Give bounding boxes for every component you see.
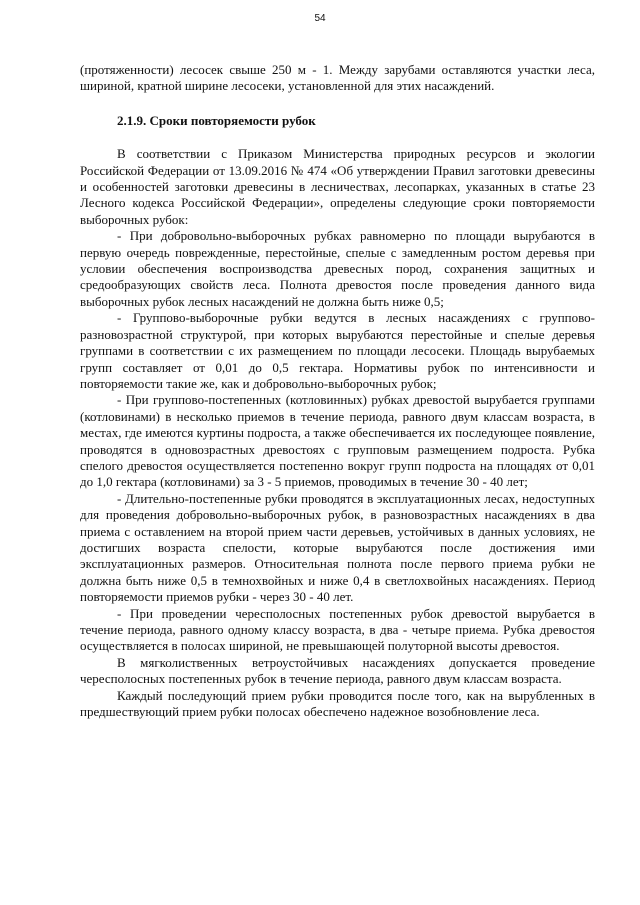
intro-paragraph: (протяженности) лесосек свыше 250 м - 1. Между зарубами оставляются участки леса, шириной, кратной ширине лесосеки, установленной для этих насаждений. — [80, 62, 595, 94]
paragraph-group-gradual: - При группово-постепенных (котловинных) рубках древостой вырубается группами (котловинами) в несколько приемов в течение периода, равного двум классам возраста, в местах, где имеются куртины подроста, а также обеспечивается их последующее появление, проводятся в одновозрастных древостоях с групповым размещением подроста. Рубка спелого древостоя осуществляется постепенно вокруг групп подроста на площадях от 0,01 до 1,0 гектара (котловинами) за 3 - 5 приемов, проводимых в течение 30 - 40 лет; — [80, 392, 595, 490]
paragraph-voluntary-selective: - При добровольно-выборочных рубках равномерно по площади вырубаются в первую очередь поврежденные, перестойные, спелые с замедленным ростом деревья при условии обеспечения воспроизводства древесных пород, сохранения защитных и средообразующих свойств леса. Полнота древостоя после проведения данного вида выборочных рубок лесных насаждений не должна быть ниже 0,5; — [80, 228, 595, 309]
page-number: 54 — [314, 13, 326, 24]
paragraph-subsequent-cut: Каждый последующий прием рубки проводится после того, как на вырубленных в предшествующий прием рубки полосах обеспечено надежное возобновление леса. — [80, 687, 595, 720]
paragraph-group-selective: - Группово-выборочные рубки ведутся в лесных насаждениях с группово-разновозрастной структурой, при которых вырубаются перестойные и спелые деревья группами в соответствии с их размещением по площади лесосеки. Площадь вырубаемых групп составляет от 0,01 до 0,5 гектара. Нормативы рубок по интенсивности и повторяемости такие же, как и добровольно-выборочных рубок; — [80, 310, 595, 391]
page-content — [80, 62, 595, 720]
paragraph-soft-leaved: В мягколиственных ветроустойчивых насаждениях допускается проведение чересполосных постепенных рубок в течение периода, равного двум классам возраста. — [80, 654, 595, 687]
section-title: 2.1.9. Сроки повторяемости рубок — [117, 112, 316, 128]
paragraph-long-gradual: - Длительно-постепенные рубки проводятся в эксплуатационных лесах, недоступных для проведения добровольно-выборочных рубок, в разновозрастных насаждениях в два приема с оставлением на второй прием части деревьев, устойчивых в данных условиях, не достигших возраста спелости, которые вырубаются после достижения ими эксплуатационных размеров. Относительная полнота после первого приема рубки не должна быть ниже 0,5 в темнохвойных и ниже 0,4 в светлохвойных насаждениях. Период повторяемости приемов рубки - через 30 - 40 лет. — [80, 490, 595, 605]
paragraph-order-reference: В соответствии с Приказом Министерства природных ресурсов и экологии Российской Федерации от 13.09.2016 № 474 «Об утверждении Правил заготовки древесины и особенностей заготовки древесины в лесничествах, лесопарках, указанных в статье 23 Лесного кодекса Российской Федерации», определены следующие сроки повторяемости выборочных рубок: — [80, 146, 595, 227]
paragraph-strip-gradual: - При проведении чересполосных постепенных рубок древостой вырубается в течение периода, равного одному классу возраста, в два - четыре приема. Рубка древостоя осуществляется в полосах шириной, не превышающей полуторной высоты древостоя. — [80, 605, 595, 654]
